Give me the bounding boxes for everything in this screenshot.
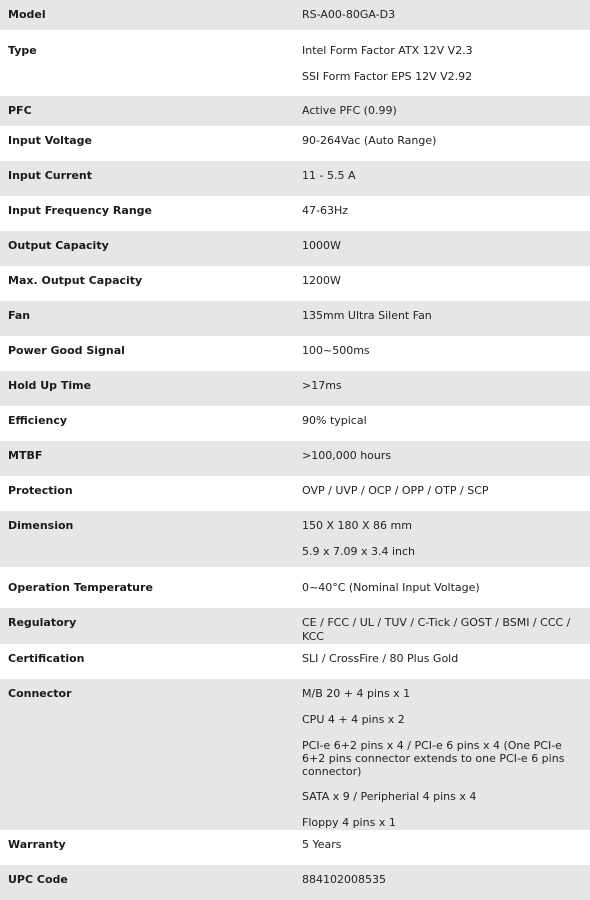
spec-label: Certification (0, 644, 292, 679)
spec-label: MTBF (0, 441, 292, 476)
spec-row-power-good-signal (0, 336, 590, 371)
spec-value-cell (292, 679, 590, 830)
spec-value: SSI Form Factor EPS 12V V2.92 (302, 70, 473, 83)
spec-label: Connector (0, 679, 292, 830)
spec-row-output-capacity (0, 231, 590, 266)
spec-value-cell (292, 371, 590, 406)
spec-label: PFC (0, 96, 292, 126)
spec-value: CE / FCC / UL / TUV / C-Tick / GOST / BSMI / CCC / KCC (302, 616, 571, 643)
spec-row-input-frequency-range (0, 196, 590, 231)
spec-value-cell (292, 96, 590, 126)
spec-label: Dimension (0, 511, 292, 567)
spec-row-pfc (0, 96, 590, 126)
spec-value: 884102008535 (302, 873, 386, 886)
spec-row-model (0, 0, 590, 30)
spec-value-cell (292, 406, 590, 441)
spec-row-dimension (0, 511, 590, 567)
spec-value-cell (292, 608, 590, 644)
spec-value: >100,000 hours (302, 449, 392, 462)
spec-row-protection (0, 476, 590, 511)
spec-label: Fan (0, 301, 292, 336)
spec-label: Type (0, 30, 292, 96)
spec-value-cell (292, 126, 590, 161)
spec-label: Power Good Signal (0, 336, 292, 371)
spec-label: Input Voltage (0, 126, 292, 161)
spec-row-operation-temperature (0, 567, 590, 608)
spec-value-cell (292, 0, 590, 30)
spec-value: 100~500ms (302, 344, 370, 357)
spec-row-input-voltage (0, 126, 590, 161)
spec-value: 1200W (302, 274, 341, 287)
spec-value: 1000W (302, 239, 341, 252)
spec-row-warranty (0, 830, 590, 865)
spec-value: SATA x 9 / Peripherial 4 pins x 4 (302, 790, 477, 803)
spec-value: Intel Form Factor ATX 12V V2.3 (302, 44, 473, 57)
spec-value-cell (292, 336, 590, 371)
spec-value: 90% typical (302, 414, 367, 427)
spec-value: OVP / UVP / OCP / OPP / OTP / SCP (302, 484, 489, 497)
spec-value: RS-A00-80GA-D3 (302, 8, 396, 21)
spec-value-cell (292, 830, 590, 865)
spec-label: Protection (0, 476, 292, 511)
spec-row-upc-code (0, 865, 590, 900)
spec-value: M/B 20 + 4 pins x 1 (302, 687, 411, 700)
spec-value: 135mm Ultra Silent Fan (302, 309, 432, 322)
spec-row-certification (0, 644, 590, 679)
spec-row-hold-up-time (0, 371, 590, 406)
spec-value: PCI-e 6+2 pins x 4 / PCI-e 6 pins x 4 (One PCI-e 6+2 pins connector extends to one PCI-e 6 pins connector) (302, 739, 565, 778)
spec-label: Warranty (0, 830, 292, 865)
spec-value-cell (292, 30, 590, 96)
spec-value-cell (292, 567, 590, 608)
spec-value-cell (292, 196, 590, 231)
spec-row-type (0, 30, 590, 96)
spec-label: Efficiency (0, 406, 292, 441)
spec-row-input-current (0, 161, 590, 196)
spec-value: Active PFC (0.99) (302, 104, 397, 117)
spec-label: UPC Code (0, 865, 292, 900)
spec-value-cell (292, 476, 590, 511)
spec-value: Floppy 4 pins x 1 (302, 816, 396, 829)
spec-value-cell (292, 161, 590, 196)
spec-label: Operation Temperature (0, 567, 292, 608)
spec-value: CPU 4 + 4 pins x 2 (302, 713, 405, 726)
spec-value: 0~40°C (Nominal Input Voltage) (302, 581, 480, 594)
spec-label: Input Current (0, 161, 292, 196)
spec-row-regulatory (0, 608, 590, 644)
spec-label: Regulatory (0, 608, 292, 644)
spec-value-cell (292, 865, 590, 900)
spec-value: 5.9 x 7.09 x 3.4 inch (302, 545, 416, 558)
spec-row-fan (0, 301, 590, 336)
spec-row-max-output-capacity (0, 266, 590, 301)
spec-value: 90-264Vac (Auto Range) (302, 134, 437, 147)
spec-row-mtbf (0, 441, 590, 476)
spec-value-cell (292, 301, 590, 336)
spec-row-connector (0, 679, 590, 830)
spec-value: >17ms (302, 379, 342, 392)
spec-value-cell (292, 511, 590, 567)
spec-value: 150 X 180 X 86 mm (302, 519, 412, 532)
spec-row-efficiency (0, 406, 590, 441)
spec-value: 47-63Hz (302, 204, 349, 217)
spec-value: SLI / CrossFire / 80 Plus Gold (302, 652, 459, 665)
spec-label: Input Frequency Range (0, 196, 292, 231)
spec-value-cell (292, 266, 590, 301)
spec-label: Output Capacity (0, 231, 292, 266)
spec-value: 5 Years (302, 838, 342, 851)
spec-value-cell (292, 644, 590, 679)
spec-value-cell (292, 441, 590, 476)
spec-value: 11 - 5.5 A (302, 169, 356, 182)
spec-value-cell (292, 231, 590, 266)
spec-label: Model (0, 0, 292, 30)
spec-label: Max. Output Capacity (0, 266, 292, 301)
spec-label: Hold Up Time (0, 371, 292, 406)
